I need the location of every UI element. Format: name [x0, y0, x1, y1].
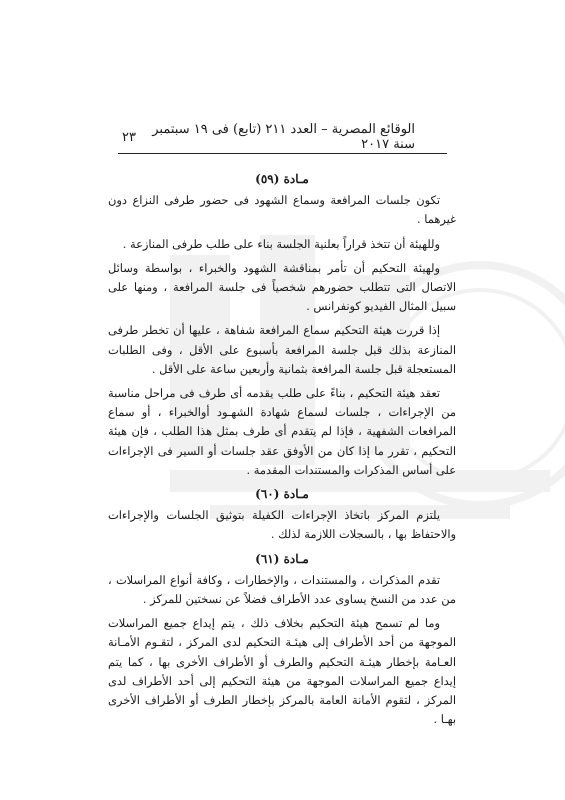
page-header [122, 122, 415, 152]
article-title: مـادة (٦١) [255, 551, 309, 566]
paragraph: وللهيئة أن تتخذ قراراً بعلنية الجلسة بناء على طلب طرفى المنازعة . [122, 236, 440, 251]
article-61 [108, 550, 456, 730]
paragraph: تعقد هيئة التحكيم ، بناءً على طلب يقدمه أى طرف فى مراحل مناسبة من الإجراءات ، جلسات لسماع شهادة الشهـود أوالخبراء ، أو سماع المرافعات الشفهية ، فإذا لم يتقدم أى طرف بمثل هذا الطلب ، فإن هيئة التحكيم ، تقرر ما إذا كان من الأوفق عقد جلسات أو السير فى الإجراءات على أساس المذكرات والمستندات المقدمة . [108, 386, 456, 477]
page-number: ٢٣ [122, 129, 136, 145]
paragraph: وما لم تسمح هيئة التحكيم بخلاف ذلك ، يتم إيداع جميع المراسلات الموجهة من أحد الأطراف إلى هيئـة التحكيم لدى المركز ، لتقـوم الأمـانة العـامة بإخطار هيئـة التحكيم والطرف أو الأطراف الأخرى بها ، كما يتم إيداع جميع المراسلات الموجهة من هيئة التحكيم إلى أحد الأطراف لدى المركز ، لتقوم الأمانة العامة بالمركز بإخطار الطرف أو الأطراف الأخرى بهـا . [108, 616, 456, 727]
paragraph: إذا قررت هيئة التحكيم سماع المرافعة شفاهة ، عليها أن تخطر طرفى المنازعة بذلك قبل جلسة المرافعة بأسبوع على الأقل ، وفى الطلبات المستعجلة قبل جلسة المرافعة بثمانية وأربعين ساعة على الأقل . [108, 323, 456, 376]
header-title: الوقائع المصرية – العدد ٢١١ (تابع) فى ١٩ سبتمبر سنة ٢٠١٧ [152, 122, 415, 152]
article-59 [108, 170, 456, 480]
article-title: مـادة (٦٠) [255, 487, 309, 502]
paragraph: ولهيئة التحكيم أن تأمر بمناقشة الشهود والخبراء ، بواسطة وسائل الاتصال التى تتطلب حضورهم شخصياً فى جلسة المرافعة ، ومنها على سبيل المثال الفيديو كونفرانس . [108, 260, 456, 314]
header-divider [118, 153, 447, 154]
paragraph: يلتزم المركز باتخاذ الإجراءات الكفيلة بتوثيق الجلسات والإجراءات والاحتفاظ بها ، بالسجلات اللازمة لذلك . [108, 508, 456, 542]
article-60 [108, 485, 456, 545]
paragraph: تقدم المذكرات ، والمستندات ، والإخطارات ، وكافة أنواع المراسلات ، من عدد من النسخ يساوى عدد الأطراف فضلاً عن نسختين للمركز . [108, 572, 456, 607]
article-title: مـادة (٥٩) [255, 172, 309, 186]
paragraph: تكون جلسات المرافعة وسماع الشهود فى حضور طرفى النزاع دون غيرهما . [108, 193, 456, 227]
document-body [108, 170, 456, 734]
